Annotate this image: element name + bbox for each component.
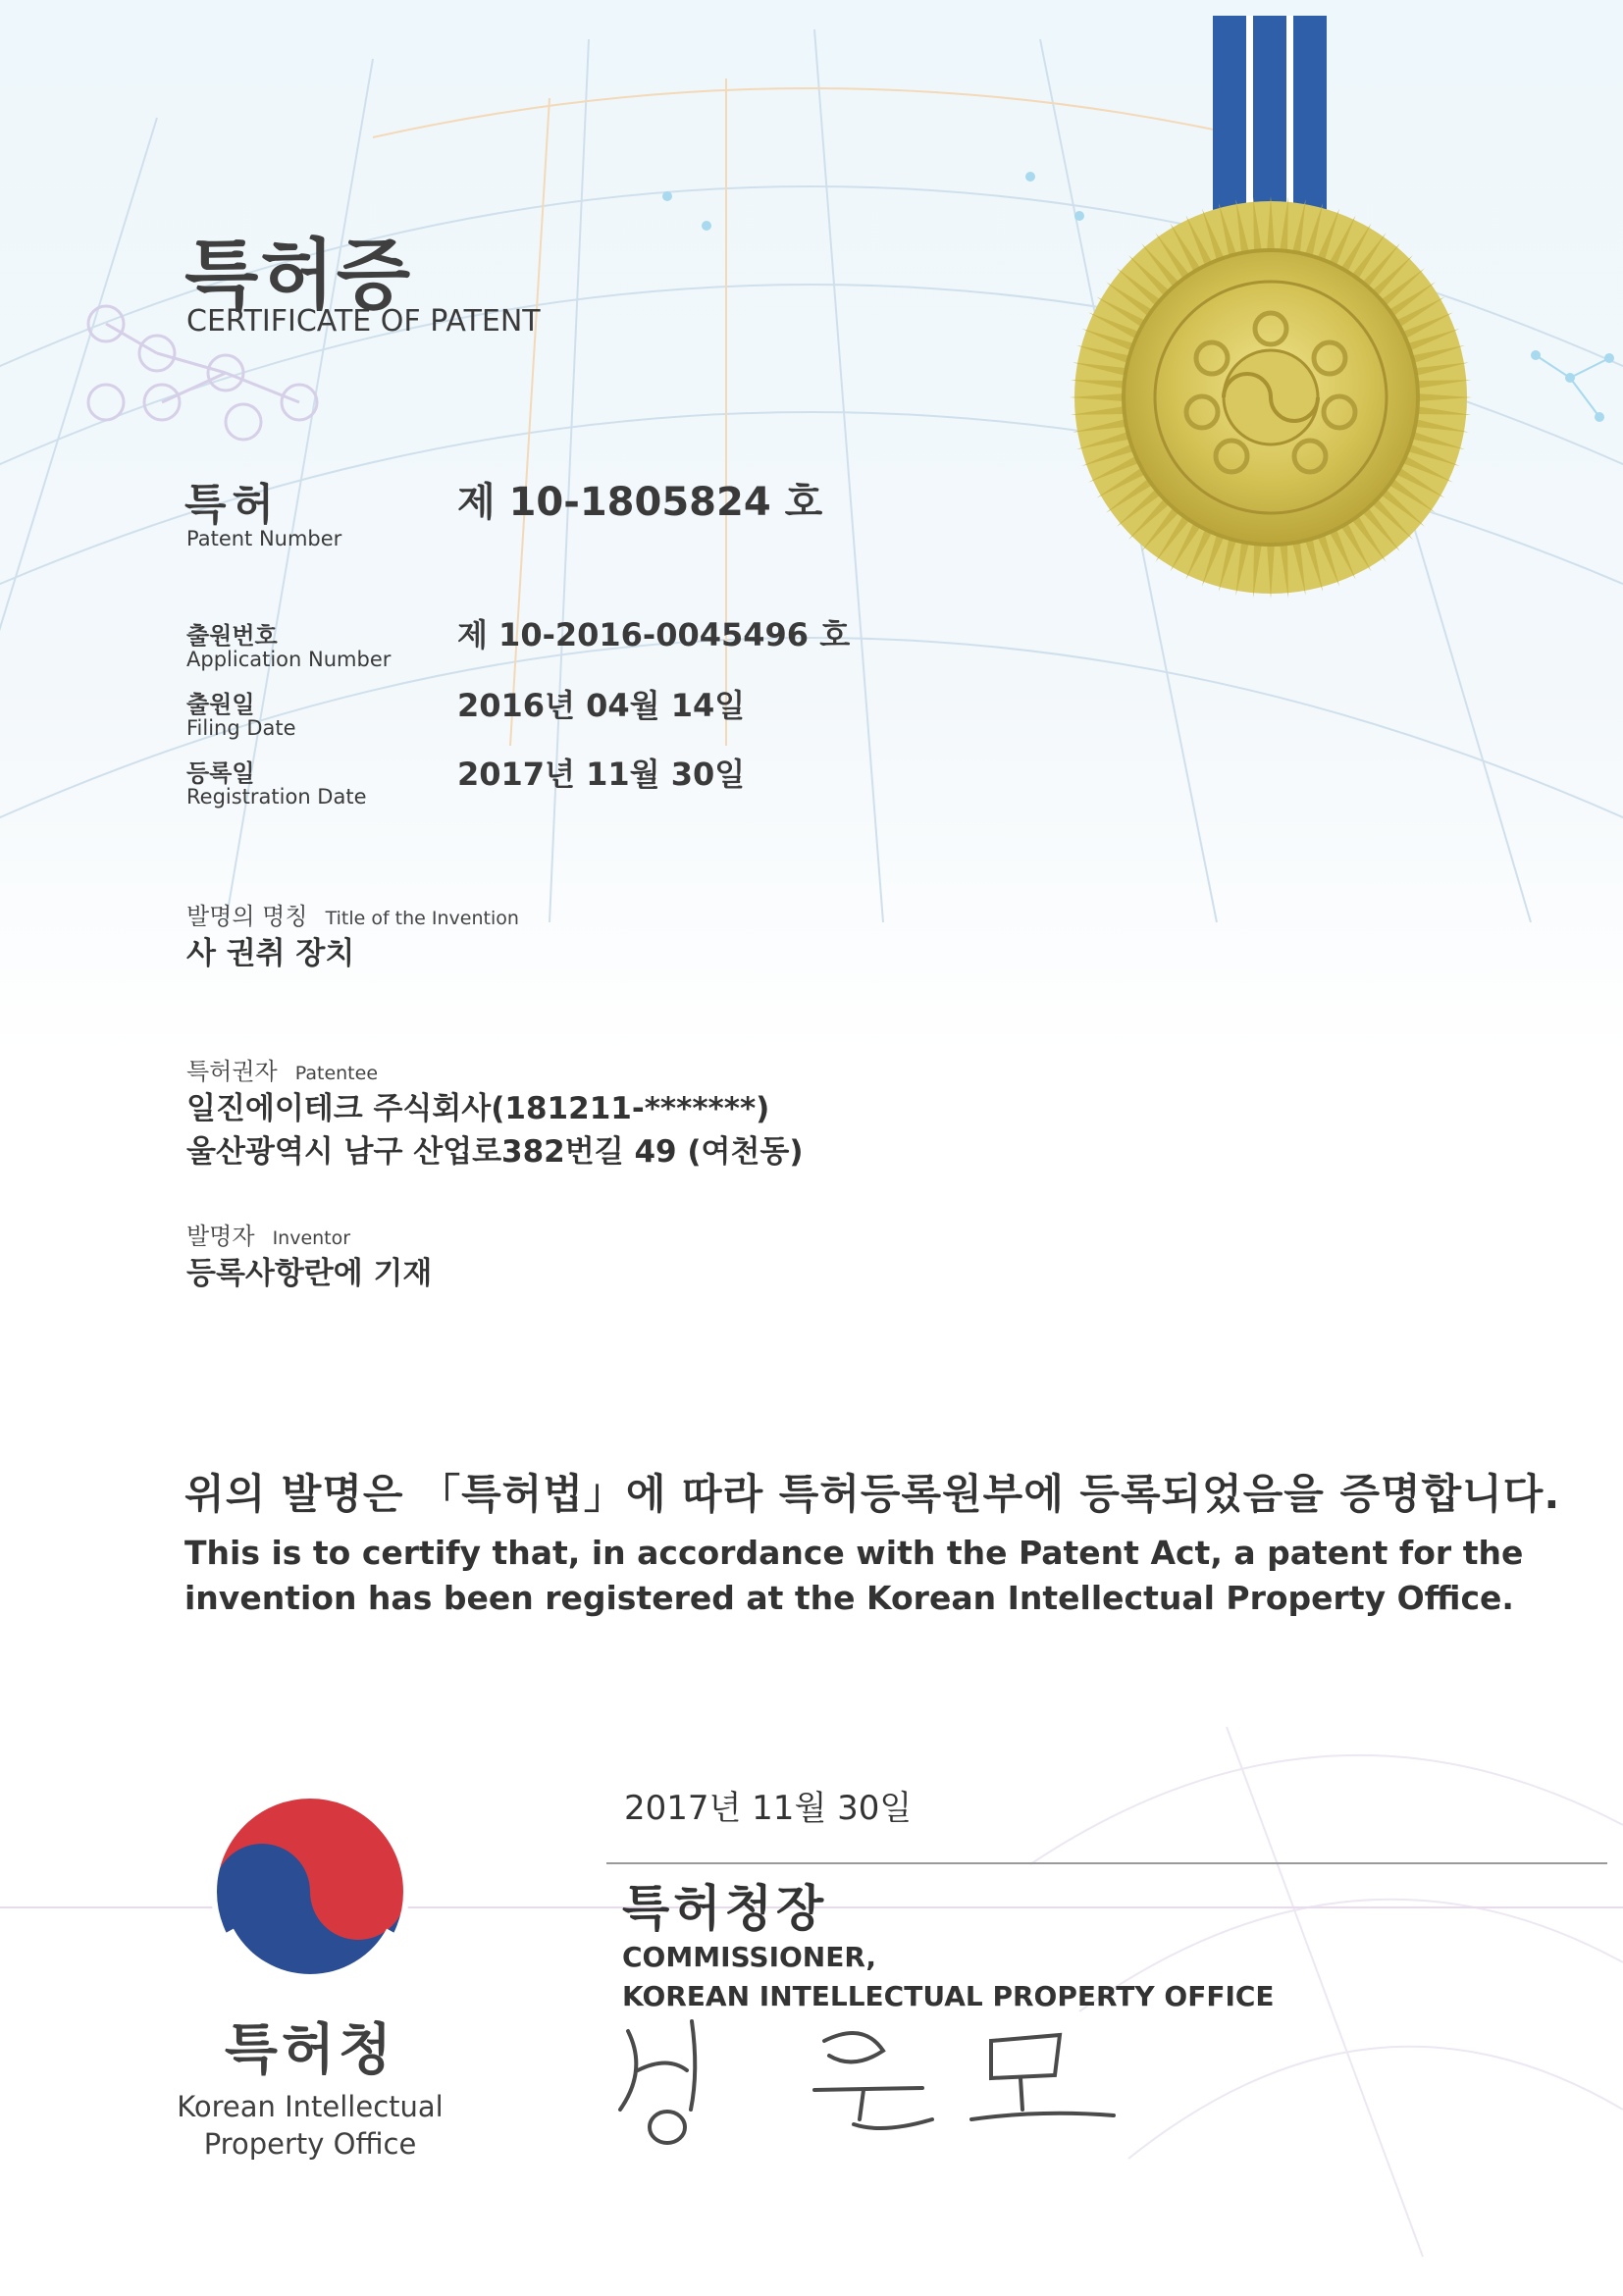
certificate-title-en: CERTIFICATE OF PATENT (186, 304, 541, 339)
network-lines (1536, 355, 1609, 417)
commissioner-title-en (622, 1938, 1275, 2016)
inventor-value: 등록사항란에 기재 (186, 1256, 433, 1291)
invention-title-label-ko: 발명의 명칭 (186, 903, 308, 930)
patentee-label (186, 1052, 378, 1086)
registration-date-label-ko: 등록일 (186, 759, 255, 787)
filing-date-label-ko: 출원일 (186, 691, 255, 718)
certification-statement-en: This is to certify that, in accordance with the Patent Act, a patent for the invention has been registered at the Korean Intellectual Property Office. (184, 1534, 1524, 1617)
certification-statement-ko: 위의 발명은 「특허법」에 따라 특허등록원부에 등록되었음을 증명합니다. (184, 1470, 1561, 1518)
patentee-name: 일진에이테크 주식회사(181211-*******) (186, 1091, 770, 1126)
invention-title-label-en: Title of the Invention (325, 908, 519, 929)
certificate-title-ko: 특허증 (184, 232, 413, 320)
filing-date-label-en: Filing Date (186, 716, 296, 740)
patent-number-value: 제 10-1805824 호 (457, 480, 823, 525)
commissioner-signature (620, 2021, 1114, 2143)
patent-number-label-en: Patent Number (186, 527, 342, 550)
kipo-name-en: Korean Intellectual Property Office (177, 2090, 444, 2161)
kipo-name-ko: 특허청 (224, 2018, 396, 2082)
inventor-label-en: Inventor (272, 1227, 351, 1249)
application-number-value: 제 10-2016-0045496 호 (457, 616, 851, 653)
gold-seal (1070, 196, 1472, 599)
patentee-address: 울산광역시 남구 산업로382번길 49 (여천동) (186, 1134, 804, 1170)
issue-date: 2017년 11월 30일 (624, 1789, 913, 1828)
application-number-label-en: Application Number (186, 648, 392, 671)
invention-title-value: 사 권취 장치 (186, 936, 355, 971)
invention-title-label (186, 897, 519, 931)
kipo-emblem-icon (214, 1796, 406, 1988)
commissioner-title-ko: 특허청장 (622, 1880, 828, 1937)
commissioner-title-en-line1: COMMISSIONER, (622, 1941, 877, 1973)
registration-date-label-en: Registration Date (186, 785, 367, 809)
inventor-label-ko: 발명자 (186, 1223, 255, 1250)
patentee-label-en: Patentee (294, 1063, 379, 1084)
inventor-label (186, 1217, 350, 1251)
registration-date-value: 2017년 11월 30일 (457, 756, 746, 793)
filing-date-value: 2016년 04월 14일 (457, 687, 746, 724)
patent-number-label-ko: 특허 (184, 480, 281, 530)
patentee-label-ko: 특허권자 (186, 1058, 278, 1085)
commissioner-title-en-line2: KOREAN INTELLECTUAL PROPERTY OFFICE (622, 1980, 1275, 2012)
issuer-divider (606, 1862, 1607, 1864)
application-number-label-ko: 출원번호 (186, 622, 278, 650)
